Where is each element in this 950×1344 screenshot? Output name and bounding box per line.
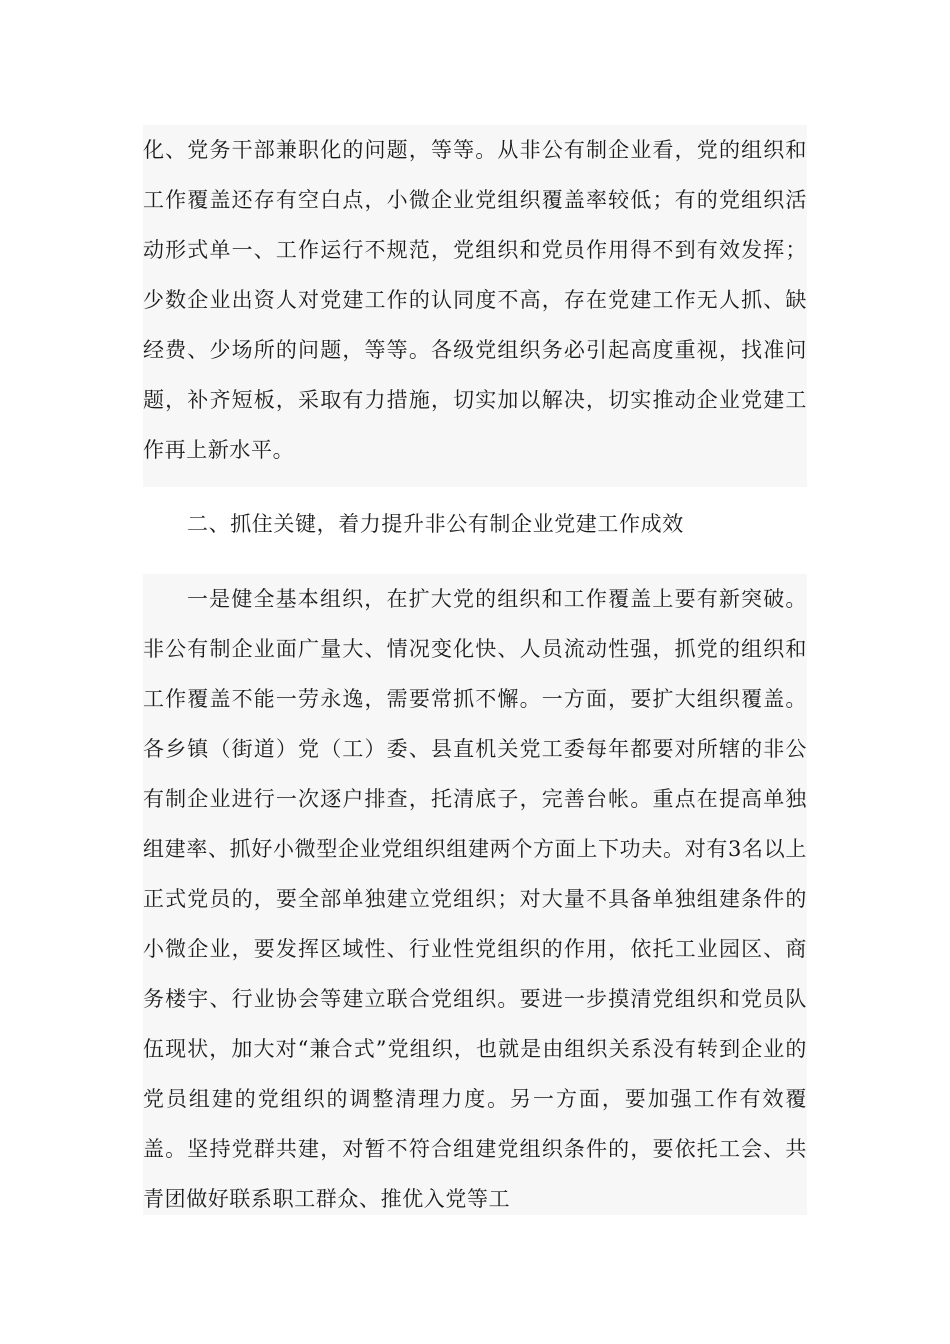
body-paragraph-2: 一是健全基本组织，在扩大党的组织和工作覆盖上要有新突破。非公有制企业面广量大、情况变化快、人员流动性强，抓党的组织和工作覆盖不能一劳永逸，需要常抓不懈。一方面，要扩大组织覆盖。各乡镇（街道）党（工）委、县直机关党工委每年都要对所辖的非公有制企业进行一次逐户排查，托清底子，完善台帐。重点在提高单独组建率、抓好小微型企业党组织组建两个方面上下功夫。对有3名以上正式党员的，要全部单独建立党组织；对大量不具备单独组建条件的小微企业，要发挥区域性、行业性党组织的作用，依托工业园区、商务楼宇、行业协会等建立联合党组织。要进一步摸清党组织和党员队伍现状，加大对“兼合式”党组织，也就是由组织关系没有转到企业的党员组建的党组织的调整清理力度。另一方面，要加强工作有效覆盖。坚持党群共建，对暂不符合组建党组织条件的，要依托工会、共青团做好联系职工群众、推优入党等工 [143,587,807,1211]
paragraph-block-1 [143,125,807,487]
section-heading: 二、抓住关键，着力提升非公有制企业党建工作成效 [187,512,684,536]
body-paragraph-1: 化、党务干部兼职化的问题，等等。从非公有制企业看，党的组织和工作覆盖还存有空白点，小微企业党组织覆盖率较低；有的党组织活动形式单一、工作运行不规范，党组织和党员作用得不到有效发挥；少数企业出资人对党建工作的认同度不高，存在党建工作无人抓、缺经费、少场所的问题，等等。各级党组织务必引起高度重视，找准问题，补齐短板，采取有力措施，切实加以解决，切实推动企业党建工作再上新水平。 [143,138,807,462]
paragraph-block-2 [143,574,807,1215]
